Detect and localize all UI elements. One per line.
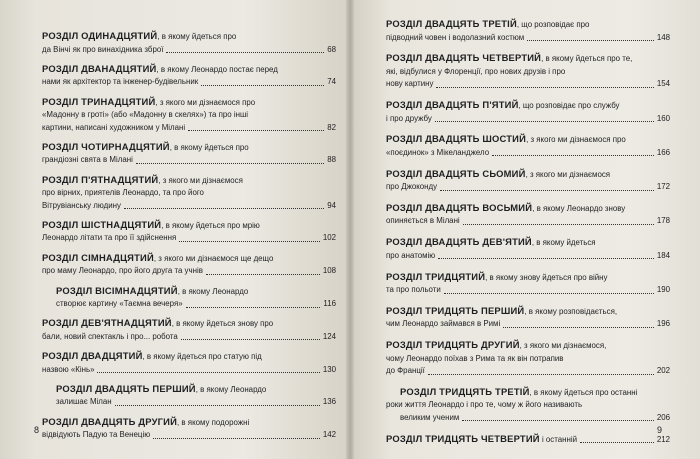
dot-leader [124,207,324,209]
chapter-title: РОЗДІЛ ДВАДЦЯТЬ ВОСЬМИЙ [386,201,533,213]
chapter-title: РОЗДІЛ ДВАДЦЯТЬ СЬОМИЙ [386,167,526,179]
toc-entry [42,174,336,213]
toc-continuation: про анатомію [386,250,436,260]
toc-line [386,113,670,126]
chapter-title: РОЗДІЛ П'ЯТНАДЦЯТИЙ [42,173,159,185]
toc-entry [386,52,670,91]
page-ref: 190 [656,285,670,295]
toc-entry [386,236,670,262]
toc-continuation: про Джоконду [386,182,438,192]
chapter-description: , в якому йдеться про [157,32,237,41]
toc-entry-text [386,433,577,447]
toc-line [386,318,670,331]
right-page [350,0,700,459]
toc-entry [42,252,336,278]
toc-first-line [42,141,336,155]
chapter-title: РОЗДІЛ ВІСІМНАДЦЯТИЙ [56,284,178,296]
toc-continuation: бали, новий спектакль і про... робота [42,331,178,341]
toc-continuation: нами як архітектор та інженер-будівельник [42,77,199,87]
page-ref: 212 [656,434,670,444]
toc-line [42,44,336,57]
dot-leader [580,441,654,443]
page-ref: 136 [322,397,336,407]
toc-first-line [42,63,336,77]
chapter-description: , в якому йдеться знову про [171,319,274,329]
chapter-title: РОЗДІЛ ДВАДЦЯТЬ П'ЯТИЙ [386,99,519,111]
toc-continuation: які, відбулися у Флоренції, про нових друзів і про [386,66,566,76]
chapter-title: РОЗДІЛ ТРИДЦЯТЬ ТРЕТІЙ [400,385,530,397]
toc-first-line [386,305,670,319]
toc-entry [42,96,336,135]
dot-leader [527,39,654,41]
toc-entry [386,133,670,159]
page-ref: 130 [322,364,336,374]
toc-line [386,215,670,228]
chapter-description: , з якого ми дізнаємося про [155,97,256,107]
chapter-title: РОЗДІЛ ШІСТНАДЦЯТИЙ [42,218,162,230]
toc-first-line [386,52,670,66]
toc-line [386,365,670,378]
page-ref: 206 [656,412,670,422]
chapter-title: РОЗДІЛ ЧОТИРНАДЦЯТИЙ [42,140,170,152]
toc-entry [42,63,336,89]
toc-continuation: «Мадонну в гроті» (або «Мадонну в скелях») та про інші [42,110,249,120]
page-ref: 116 [323,299,336,309]
dot-leader [153,437,320,439]
toc-line [42,122,336,135]
toc-entry [386,386,670,425]
chapter-description: і останній [539,434,578,444]
toc-first-line [386,168,670,182]
page-ref: 184 [656,250,670,260]
toc-line [386,32,670,45]
dot-leader [436,86,653,88]
toc-continuation: роки життя Леонардо і про те, чому ж його називають [386,400,583,410]
toc-continuation: да Вінчі як про винахідника зброї [42,44,164,54]
chapter-title: РОЗДІЛ ДВАДЦЯТЬ ДЕВ'ЯТИЙ [386,236,532,248]
dot-leader [492,154,654,156]
dot-leader [462,419,653,421]
toc-entry [386,168,670,194]
toc-line [42,154,336,167]
toc-continuation: Леонардо літати та про її здійснення [42,233,177,243]
toc-entry [42,141,336,167]
dot-leader [201,84,324,86]
page-ref: 102 [322,233,336,243]
toc-line [386,250,670,263]
chapter-description: , з якого ми дізнаємося про [526,135,626,145]
toc-first-line [42,252,336,266]
toc-line [386,181,670,194]
page-ref: 196 [656,319,670,329]
chapter-description: , в якому Леонардо [177,286,249,296]
toc-continuation: Вітрувіанську людину [42,200,121,210]
toc-line [42,200,336,213]
dot-leader [435,120,654,122]
toc-continuation: до Франції [386,366,425,376]
page-ref: 154 [656,79,670,89]
toc-list [386,18,670,446]
toc-entry [42,416,336,442]
toc-entry [42,317,336,343]
toc-line [42,331,336,344]
toc-entry [386,202,670,228]
chapter-title: РОЗДІЛ ТРИДЦЯТЬ ДРУГИЙ [386,339,520,351]
page-ref: 172 [656,182,670,192]
toc-continuation: та про польоти [386,285,441,295]
toc-entry [386,99,670,125]
toc-first-line [386,99,670,113]
dot-leader [179,240,320,242]
page-ref: 142 [322,430,336,440]
toc-line [386,78,670,91]
toc-continuation: картини, написані художником у Мілані [42,122,186,132]
chapter-title: РОЗДІЛ ДВАДЦЯТЬ ЧЕТВЕРТИЙ [386,52,542,64]
page-number: 8 [34,425,40,435]
toc-entry [42,285,336,311]
chapter-title: РОЗДІЛ ТРИДЦЯТЬ ПЕРШИЙ [386,304,525,316]
dot-leader [428,373,654,375]
toc-continuation: залишає Мілан [56,397,112,407]
toc-first-line [42,350,336,364]
toc-continuation: нову картину [386,79,434,89]
toc-first-line [386,202,670,216]
toc-list [42,30,336,442]
toc-entry [42,30,336,56]
chapter-title: РОЗДІЛ ДВАДЦЯТЬ ПЕРШИЙ [56,382,196,394]
toc-first-line [42,317,336,331]
chapter-title: РОЗДІЛ ДВАДЦЯТЬ ТРЕТІЙ [386,18,517,29]
chapter-title: РОЗДІЛ ДЕВ'ЯТНАДЦЯТИЙ [42,317,172,329]
page-ref: 108 [322,266,336,276]
page-ref: 68 [327,44,336,54]
chapter-description: , в якому йдеться про мрію [161,220,260,230]
chapter-description: , в якому йдеться про останні [529,387,638,397]
toc-continuation: назвою «Кінь» [42,364,95,374]
page-ref: 94 [327,200,336,210]
chapter-description: , в якому йдеться [531,238,596,248]
chapter-description: , в якому йдеться про те, [541,54,633,64]
toc-entry [386,18,670,44]
toc-line [386,412,670,425]
chapter-description: , з якого ми дізнаємося [525,169,611,179]
dot-leader [206,273,320,275]
chapter-title: РОЗДІЛ ТРИНАДЦЯТИЙ [42,95,156,107]
toc-first-line [42,285,336,299]
toc-line [42,364,336,377]
toc-first-line [42,383,336,397]
page-ref: 74 [327,77,336,87]
chapter-description: , з якого ми дізнаємося, [519,341,607,351]
page-number: 9 [656,425,662,435]
toc-first-line [42,219,336,233]
chapter-title: РОЗДІЛ ДВАНАДЦЯТИЙ [42,62,157,74]
toc-line [386,433,670,447]
chapter-description: , що розповідає про службу [518,101,620,111]
chapter-description: , що розповідає про [516,20,590,29]
page-ref: 178 [656,216,670,226]
toc-line [42,76,336,89]
dot-leader [115,404,320,406]
toc-continuation: відвідують Падую та Венецію [42,430,151,440]
toc-entry [42,219,336,245]
toc-continuation: чим Леонардо займався в Римі [386,319,501,329]
toc-line [386,284,670,297]
toc-first-line [386,386,670,400]
page-ref: 160 [656,113,670,123]
toc-first-line [42,96,336,110]
chapter-description: , в якому розповідається, [524,306,618,316]
toc-entry [386,305,670,331]
toc-continuation: створює картину «Таємна вечеря» [56,299,183,309]
chapter-title: РОЗДІЛ СІМНАДЦЯТИЙ [42,251,154,263]
toc-continuation: чому Леонардо поїхав з Рима та як він потрапив [386,353,564,363]
chapter-title: РОЗДІЛ ТРИДЦЯТИЙ [386,270,486,282]
dot-leader [188,129,324,131]
page-ref: 148 [656,32,670,42]
toc-continuation: про маму Леонардо, про його друга та учнів [42,266,203,276]
chapter-description: , в якому Леонардо знову [532,203,626,213]
toc-continuation: підводний човен і водолазний костюм [386,32,525,42]
toc-entry [386,433,670,447]
page-ref: 82 [327,122,336,132]
dot-leader [181,338,320,340]
dot-leader [440,189,654,191]
toc-line [42,232,336,245]
dot-leader [166,51,324,53]
chapter-title: РОЗДІЛ ДВАДЦЯТИЙ [42,350,143,362]
toc-entry [386,271,670,297]
toc-first-line [42,30,336,44]
dot-leader [503,326,654,328]
toc-line [42,298,336,311]
dot-leader [438,257,654,259]
book-gutter [346,0,354,459]
page-ref: 88 [327,155,336,165]
chapter-description: , в якому знову йдеться про війну [485,272,608,282]
page-ref: 202 [656,366,670,376]
toc-first-line [386,133,670,147]
toc-continuation: про вірних, приятелів Леонардо, та про його [42,188,204,198]
page-ref: 124 [322,331,336,341]
dot-leader [444,292,654,294]
toc-continuation: опиняється в Мілані [386,216,460,226]
chapter-description: , в якому йдеться про [169,142,249,152]
dot-leader [463,223,654,225]
toc-first-line [386,271,670,285]
toc-first-line [386,236,670,250]
chapter-description: , в якому йдеться про статую під [142,352,262,362]
chapter-description: , з якого ми дізнаємося [158,175,243,185]
toc-continuation: «поєдинок» з Мікеланджело [386,147,490,157]
toc-entry [42,383,336,409]
dot-leader [186,306,321,308]
chapter-description: , в якому Леонардо [195,384,267,394]
toc-line [42,265,336,278]
dot-leader [97,371,319,373]
chapter-title: РОЗДІЛ ОДИНАДЦЯТИЙ [42,30,158,41]
dot-leader [136,162,324,164]
toc-continuation: великим ученим [400,412,460,422]
toc-entry [42,350,336,376]
toc-continuation: і про дружбу [386,113,432,123]
chapter-title: РОЗДІЛ ДВАДЦЯТЬ ДРУГИЙ [42,415,178,427]
toc-first-line [386,339,670,353]
chapter-title: РОЗДІЛ ДВАДЦЯТЬ ШОСТИЙ [386,133,527,145]
page-ref: 166 [656,147,670,157]
toc-line [386,147,670,160]
toc-first-line [386,18,670,32]
toc-first-line [42,416,336,430]
toc-entry [386,339,670,378]
chapter-description: , в якому подорожні [177,417,250,427]
chapter-description: , з якого ми дізнаємося ще дещо [153,253,274,263]
chapter-title: РОЗДІЛ ТРИДЦЯТЬ ЧЕТВЕРТИЙ [386,432,540,444]
toc-continuation: грандіозні свята в Мілані [42,155,133,165]
toc-line [42,396,336,409]
toc-first-line [42,174,336,188]
toc-line [42,429,336,442]
chapter-description: , в якому Леонардо постає перед [156,64,278,74]
